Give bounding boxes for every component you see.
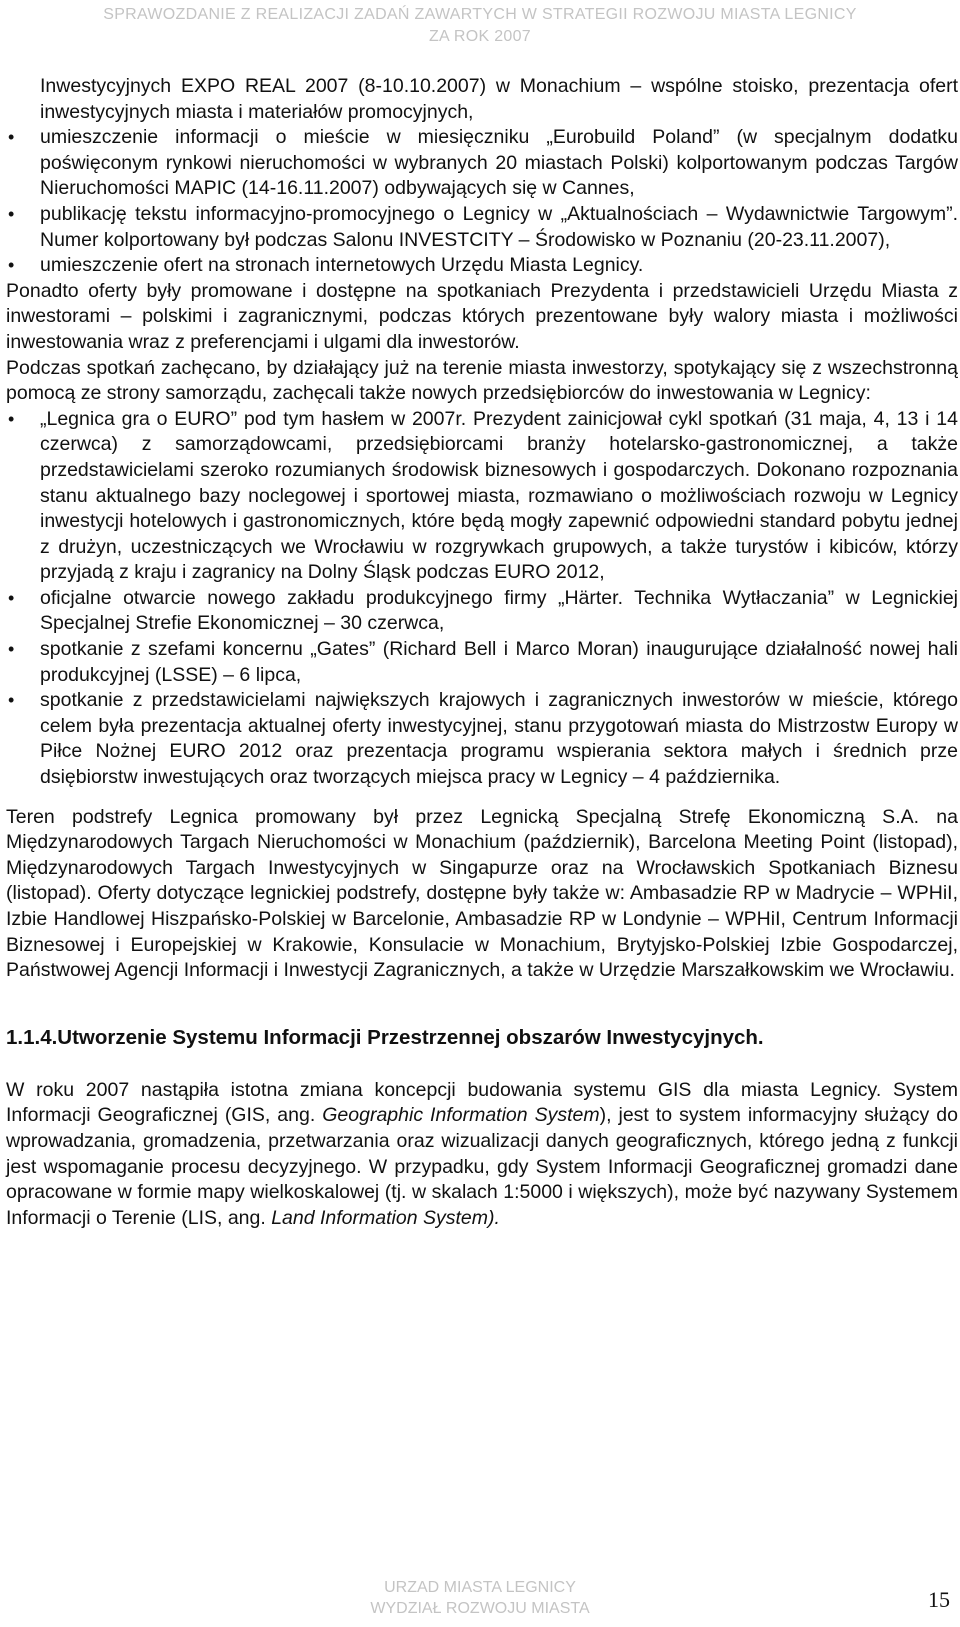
list-item: [6, 125, 958, 202]
intro-continuation: Inwestycyjnych EXPO REAL 2007 (8-10.10.2007) w Monachium – wspólne stoisko, prezentacja ofert inwestycyjnych miasta i materiałów promocyjnych,: [40, 75, 958, 123]
paragraph-text: W roku 2007 nastąpiła istotna zmiana koncepcji budowania systemu GIS dla miasta Legnicy. System Informacji Geograficznej (GIS, ang.: [6, 1078, 958, 1127]
spacer: [6, 984, 958, 1010]
bullet-icon: •: [8, 408, 15, 429]
spacer: [6, 1010, 958, 1024]
bullet-icon: •: [8, 639, 15, 660]
list-item-text: spotkanie z przedstawicielami największych krajowych i zagranicznych inwestorów w mieście, którego celem była prezentacja aktualnej oferty inwestycyjnej, stanu przygotowań miasta do Mistrzostw Europy w Piłce Nożnej EURO 2012 oraz prezentacja programu wspierania sektora małych i średnich prze dsiębiorstw inwestujących oraz tworzących miejsca pracy w Legnicy – 4 października.: [40, 689, 958, 789]
spacer: [6, 791, 958, 805]
list-item: [6, 253, 958, 279]
page-header: [0, 4, 960, 48]
bullet-icon: •: [8, 203, 15, 224]
list-item: [6, 586, 958, 637]
list-item-text: oficjalne otwarcie nowego zakładu produkcyjnego firmy „Härter. Technika Wytłaczania” w Legnickiej Specjalnej Strefie Ekonomicznej – 30 czerwca,: [40, 586, 958, 635]
bullet-icon: •: [8, 127, 15, 148]
gis-paragraph: [6, 1078, 958, 1232]
list-item: [6, 407, 958, 586]
list-item: [6, 637, 958, 688]
footer-line2: WYDZIAŁ ROZWOJU MIASTA: [370, 1600, 590, 1617]
paragraph: Ponadto oferty były promowane i dostępne na spotkaniach Prezydenta i przedstawicieli Urzędu Miasta z inwestorami – polskimi i zagranicznymi, podczas których prezentowane były walory miasta i możliwości inwestowania wraz z preferencjami i ulgami dla inwestorów.: [6, 279, 958, 353]
section-heading: [6, 1024, 958, 1052]
page-number: 15: [928, 1587, 950, 1612]
italic-term: Geographic Information System: [322, 1104, 600, 1127]
list-item-text: „Legnica gra o EURO” pod tym hasłem w 2007r. Prezydent zainicjował cykl spotkań (31 maja, 4, 13 i 14 czerwca) z samorządowcami, przedsiębiorcami branży hotelarsko-gastronomicznej, a także przedstawicielami szeroko rozumianych środowisk biznesowych i gospodarczych. Dokonano rozpoznania stanu aktualnego bazy noclegowej i sportowej miasta, rozmawiano o możliwościach rozwoju w Legnicy inwestycji hotelowych i gastronomicznych, które będą mogły zapewnić odpowiedni standard pobytu jednej z drużyn, uczestniczących we Wrocławiu w rozgrywkach grupowych, a także turystów i kibiców, którzy przyjadą z kraju i zagranicy na Dolny Śląsk podczas EURO 2012,: [40, 407, 958, 584]
list-item-text: publikację tekstu informacyjno-promocyjnego o Legnicy w „Aktualnościach – Wydawnictwie Targowym”. Numer kolportowany był podczas Salonu INVESTCITY – Środowisko w Poznaniu (20-23.11.2007),: [40, 202, 958, 251]
header-subtitle: ZA ROK 2007: [428, 28, 532, 45]
bullet-icon: •: [8, 690, 15, 711]
list-item-text: umieszczenie ofert na stronach internetowych Urzędu Miasta Legnicy.: [40, 254, 644, 277]
bullet-icon: •: [8, 587, 15, 608]
bullet-icon: •: [8, 255, 15, 276]
section-title: Utworzenie Systemu Informacji Przestrzennej obszarów Inwestycyjnych.: [57, 1025, 764, 1049]
spacer: [6, 1052, 958, 1078]
header-title: SPRAWOZDANIE Z REALIZACJI ZADAŃ ZAWARTYCH W STRATEGII ROZWOJU MIASTA LEGNICY: [103, 6, 857, 23]
list-item: [6, 688, 958, 790]
paragraph-text: ), jest to system informacyjny służący do wprowadzania, gromadzenia, przetwarzania oraz wizualizacji danych geograficznych, którego jedną z funkcji jest wspomaganie procesu decyzyjnego. W przypadku, gdy System Informacji Geograficznej gromadzi dane opracowane w formie mapy wielkoskalowej (tj. w skalach 1:5000 i większych), może być nazywany Systemem Informacji o Terenie (LIS, ang.: [6, 1104, 958, 1229]
section-number: 1.1.4.: [6, 1025, 58, 1049]
footer-line1: URZAD MIASTA LEGNICY: [384, 1579, 576, 1596]
list-item-text: spotkanie z szefami koncernu „Gates” (Richard Bell i Marco Moran) inaugurujące działalność nowej hali produkcyjnej (LSSE) – 6 lipca,: [40, 638, 958, 686]
list-item-text: umieszczenie informacji o mieście w miesięczniku „Eurobuild Poland” (w specjalnym dodatku poświęconym rynkowi nieruchomości w wybranych 20 miastach Polski) kolportowanym podczas Targów Nieruchomości MAPIC (14-16.11.2007) odbywających się w Cannes,: [40, 126, 958, 200]
page-footer: [0, 1577, 960, 1619]
paragraph: Podczas spotkań zachęcano, by działający już na terenie miasta inwestorzy, spotykający się z wszechstronną pomocą ze strony samorządu, zachęcali także nowych przedsiębiorców do inwestowania w Legnicy:: [6, 356, 958, 405]
promotion-list: [6, 125, 958, 279]
meetings-list: [6, 407, 958, 791]
list-item: [6, 202, 958, 253]
italic-term: Land Information System).: [271, 1206, 500, 1229]
document-body: [6, 74, 958, 1231]
paragraph: Teren podstrefy Legnica promowany był przez Legnicką Specjalną Strefę Ekonomiczną S.A. na Międzynarodowych Targach Nieruchomości w Monachium (październik), Barcelona Meeting Point (listopad), Międzynarodowych Targach Inwestycyjnych w Singapurze oraz na Wrocławskich Spotkaniach Biznesu (listopad). Oferty dotyczące legnickiej podstrefy, dostępne były także w: Ambasadzie RP w Madrycie – WPHiI, Izbie Handlowej Hiszpańsko-Polskiej w Barcelonie, Ambasadzie RP w Londynie – WPHiI, Centrum Informacji Biznesowej i Europejskiej w Krakowie, Konsulacie w Monachium, Brytyjsko-Polskiej Izbie Gospodarczej, Państwowej Agencji Informacji i Inwestycji Zagranicznych, a także w Urzędzie Marszałkowskim we Wrocławiu.: [6, 805, 958, 982]
